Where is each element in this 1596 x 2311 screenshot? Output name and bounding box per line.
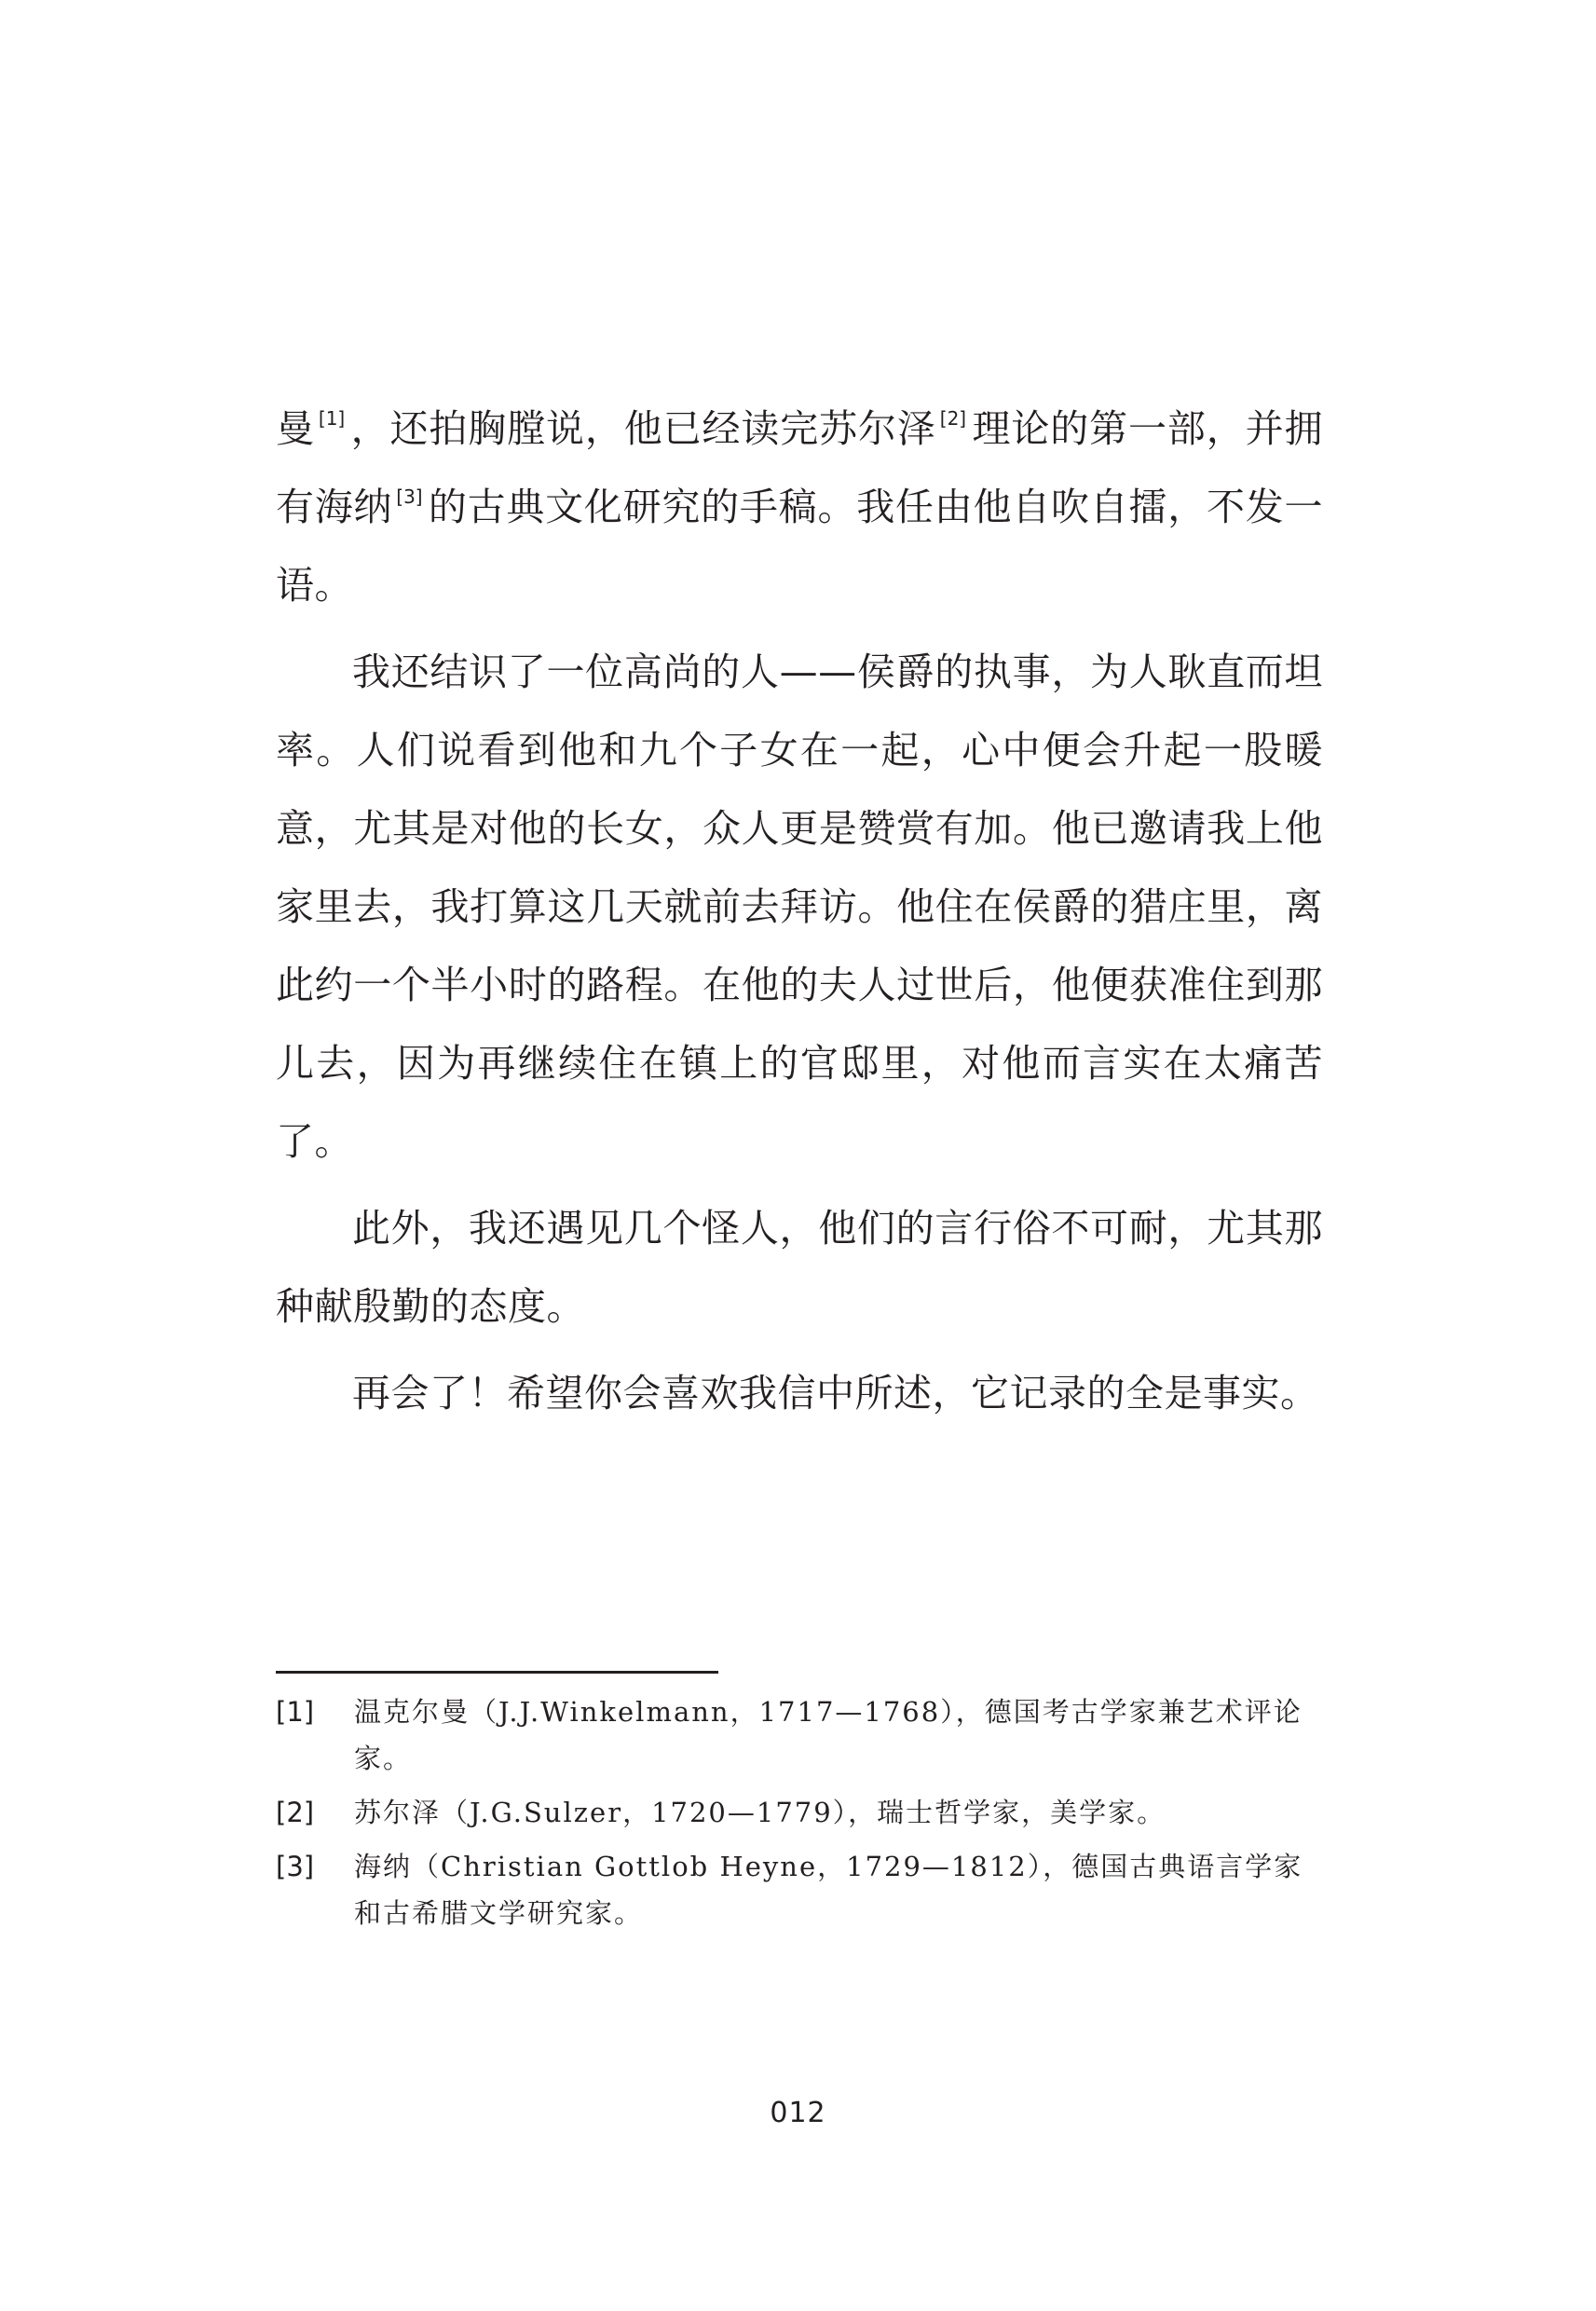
footnote-ref-3: [3] (396, 485, 423, 508)
main-text (276, 390, 1323, 1441)
footnote-1 (276, 1689, 1323, 1782)
paragraph-4: 再会了！希望你会喜欢我信中所述，它记录的全是事实。 (352, 1371, 1319, 1415)
paragraph-2: 我还结识了一位高尚的人——侯爵的执事，为人耿直而坦率。人们说看到他和九个子女在一起，心中便会升起一股暖意，尤其是对他的长女，众人更是赞赏有加。他已邀请我上他家里去，我打算这几天就前去拜访。他住在侯爵的猎庄里，离此约一个半小时的路程。在他的夫人过世后，他便获准住到那儿去，因为再继续住在镇上的官邸里，对他而言实在太痛苦了。 (276, 650, 1323, 1164)
footnote-ref-1: [1] (318, 407, 346, 430)
footnotes (276, 1689, 1323, 1944)
footnote-text: 温克尔曼（J.J.Winkelmann，1717—1768），德国考古学家兼艺术评论家。 (354, 1696, 1303, 1774)
footnote-number: [2] (276, 1797, 315, 1828)
paragraph-1-part-2: ，还拍胸膛说，他已经读完苏尔泽 (350, 406, 936, 451)
paragraph-1-part-3: 理论的第一部，并拥有海纳 (276, 406, 1324, 529)
paragraph-1 (276, 390, 1323, 624)
footnote-2 (276, 1789, 1323, 1836)
paragraph-1-part-1: 曼 (276, 406, 315, 451)
footnote-text: 海纳（Christian Gottlob Heyne，1729—1812），德国古典语言学家和古希腊文学研究家。 (354, 1851, 1303, 1929)
footnote-divider (276, 1671, 718, 1674)
paragraph-3: 此外，我还遇见几个怪人，他们的言行俗不可耐，尤其那种献殷勤的态度。 (276, 1206, 1323, 1329)
footnote-number: [1] (276, 1696, 315, 1728)
page-number: 012 (770, 2097, 826, 2129)
footnote-text: 苏尔泽（J.G.Sulzer，1720—1779），瑞士哲学家，美学家。 (354, 1797, 1166, 1828)
footnote-3 (276, 1843, 1323, 1936)
footnote-number: [3] (276, 1851, 315, 1882)
paragraph-1-part-4: 的古典文化研究的手稿。我任由他自吹自擂，不发一语。 (276, 485, 1324, 608)
footnote-ref-2: [2] (939, 407, 967, 430)
